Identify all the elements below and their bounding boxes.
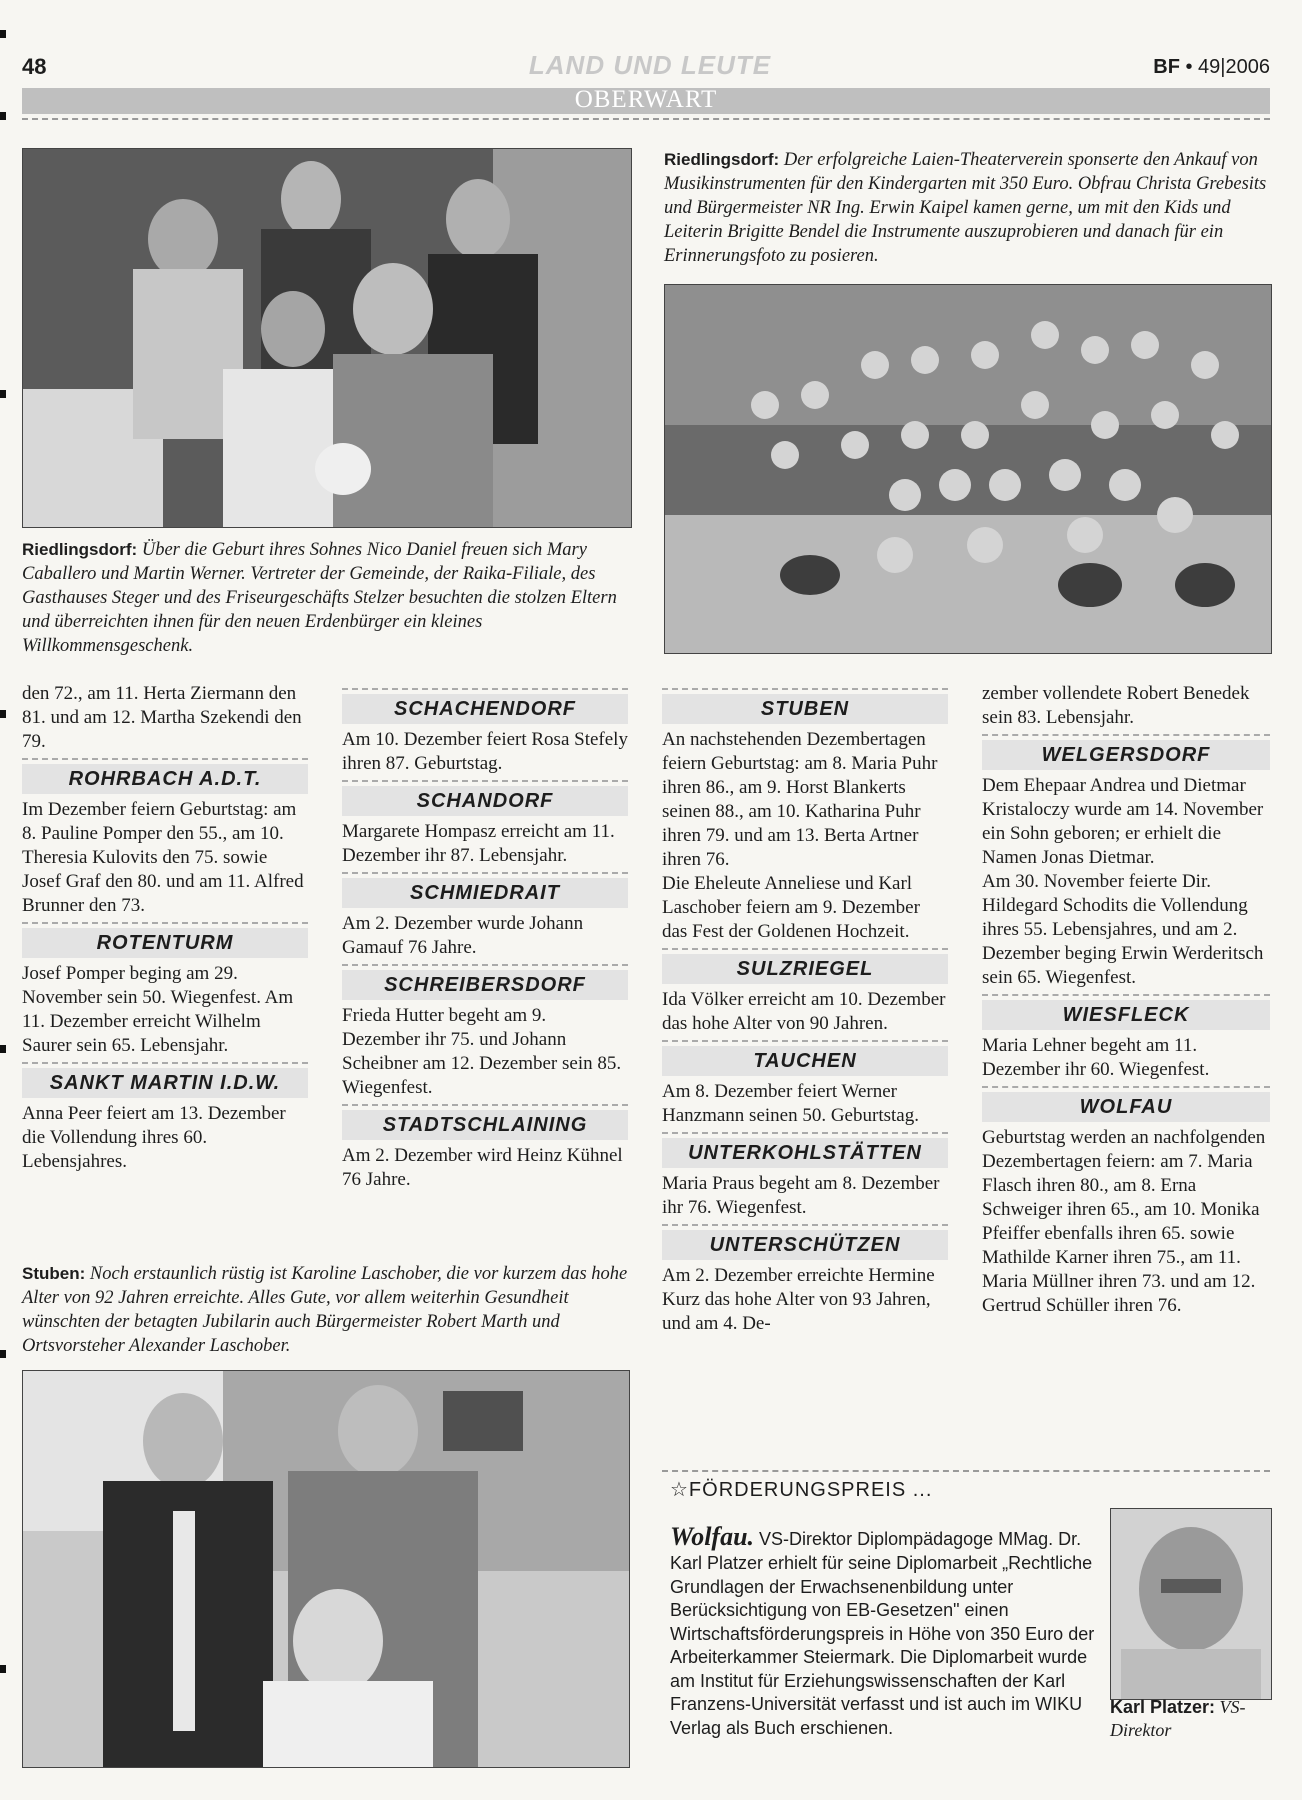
award-body: VS-Direktor Diplompädagoge MMag. Dr. Karl Platzer erhielt für seine Diplomarbeit „Rechtliche Grundlagen der Erwachsenenbildung unter Berücksichtigung von EB-Gesetzen" einen Wirtschaftsförderungspreis in Höhe von 350 Euro der Arbeiterkammer Steiermark. Die Diplomarbeit wurde am Institut für Erziehungswissenschaften der Karl Franzens-Universität verfasst und ist auch im WIKU Verlag als Buch erschienen. xyxy=(670,1529,1095,1738)
portrait-role: VS-Direktor xyxy=(1110,1697,1246,1740)
binding-mark xyxy=(0,112,6,120)
caption-text: Noch erstaunlich rüstig ist Karoline Laschober, die vor kurzem das hohe Alter von 92 Jahren erreichte. Alles Gute, vor allem weiterhin Gesundheit wünschten der betagten Jubilarin auch Bürgermeister Robert Marth und Ortsvorsteher Alexander Laschober. xyxy=(22,1264,628,1356)
article-text: Am 2. Dezember wurde Johann Gamauf 76 Jahre. xyxy=(342,913,584,958)
heading-schmiedrait: SCHMIEDRAIT xyxy=(342,878,628,908)
article-text: Im Dezember feiern Geburtstag: am 8. Pauline Pomper den 55., am 10. Theresia Kulovits den 75. sowie Josef Graf den 80. und am 11. Alfred Brunner den 73. xyxy=(22,799,304,916)
heading-schachendorf: SCHACHENDORF xyxy=(342,694,628,724)
photo-portrait xyxy=(1110,1508,1272,1700)
caption-kindergarten xyxy=(664,148,1270,268)
caption-birth xyxy=(22,538,630,658)
caption-place: Riedlingsdorf: xyxy=(22,540,138,559)
caption-text: Der erfolgreiche Laien-Theaterverein sponserte den Ankauf von Musikinstrumenten für den Kindergarten mit 350 Euro. Obfrau Christa Grebesits und Bürgermeister NR Ing. Erwin Kaipel kamen gerne, um mit den Kids und Leiterin Brigitte Bendel die Instrumente auszuprobieren und danach für ein Erinnerungsfoto zu posieren. xyxy=(664,150,1267,266)
article-text: Josef Pomper beging am 29. November sein 50. Wiegenfest. Am 11. Dezember erreicht Wilhelm Saurer sein 65. Lebensjahr. xyxy=(22,963,294,1056)
issue-number: • 49|2006 xyxy=(1185,56,1270,78)
binding-mark xyxy=(0,1665,6,1673)
award-box-text xyxy=(670,1522,1100,1740)
article-text: Ida Völker erreicht am 10. Dezember das hohe Alter von 90 Jahren. xyxy=(662,989,946,1034)
caption-stuben xyxy=(22,1262,630,1358)
article-text: Geburtstag werden an nachfolgenden Dezembertagen feiern: am 7. Maria Flasch ihren 80., am 8. Erna Schweiger ihren 65., am 10. Monika Pfeiffer ebenfalls ihren 65. sowie Mathilde Karner ihren 75., am 11. Maria Müllner ihren 73. und am 12. Gertrud Schüller ihren 76. xyxy=(982,1127,1266,1316)
column-2 xyxy=(342,682,628,1192)
heading-wiesfleck: WIESFLECK xyxy=(982,1000,1270,1030)
article-text: Am 10. Dezember feiert Rosa Stefely ihren 87. Geburtstag. xyxy=(342,729,628,774)
article-text: Anna Peer feiert am 13. Dezember die Vollendung ihres 60. Lebensjahres. xyxy=(22,1103,286,1172)
article-text: Am 2. Dezember wird Heinz Kühnel 76 Jahre. xyxy=(342,1145,623,1190)
caption-place: Stuben: xyxy=(22,1264,86,1283)
caption-place: Riedlingsdorf: xyxy=(664,150,780,169)
region-title: OBERWART xyxy=(574,86,718,113)
article-text: Frieda Hutter begeht am 9. Dezember ihr 75. und Johann Scheibner am 12. Dezember sein 85. Wiegenfest. xyxy=(342,1005,622,1098)
portrait-caption xyxy=(1110,1696,1270,1742)
heading-stuben: STUBEN xyxy=(662,694,948,724)
heading-unterschuetzen: UNTERSCHÜTZEN xyxy=(662,1230,948,1260)
binding-mark xyxy=(0,1350,6,1358)
binding-mark xyxy=(0,710,6,718)
binding-mark xyxy=(0,30,6,38)
article-text: Am 8. Dezember feiert Werner Hanzmann seinen 50. Geburtstag. xyxy=(662,1081,919,1126)
box-divider xyxy=(662,1470,1270,1472)
binding-mark xyxy=(0,390,6,398)
heading-sankt-martin: SANKT MARTIN I.D.W. xyxy=(22,1068,308,1098)
caption-text: Über die Geburt ihres Sohnes Nico Daniel freuen sich Mary Caballero und Martin Werner. Vertreter der Gemeinde, der Raika-Filiale, des Gasthauses Steger und des Friseurgeschäfts Stelzer besuchten die stolzen Eltern und überreichten ihnen für den neuen Erdenbürger ein kleines Willkommensgeschenk. xyxy=(22,540,617,656)
heading-welgersdorf: WELGERSDORF xyxy=(982,740,1270,770)
article-text: zember vollendete Robert Benedek sein 83. Lebensjahr. xyxy=(982,683,1250,728)
article-text: Maria Lehner begeht am 11. Dezember ihr 60. Wiegenfest. xyxy=(982,1035,1210,1080)
heading-unterkohlstaetten: UNTERKOHLSTÄTTEN xyxy=(662,1138,948,1168)
column-4 xyxy=(982,682,1270,1318)
article-text: An nachstehenden Dezembertagen feiern Geburtstag: am 8. Maria Puhr ihren 86., am 9. Horst Blankerts seinen 88., am 10. Katharina Puhr ihren 79. und am 13. Berta Artner ihren 76. xyxy=(662,729,938,870)
article-text: Margarete Hompasz erreicht am 11. Dezember ihr 87. Lebensjahr. xyxy=(342,821,615,866)
award-kicker: Wolfau. xyxy=(670,1522,755,1551)
column-1 xyxy=(22,682,308,1174)
heading-wolfau: WOLFAU xyxy=(982,1092,1270,1122)
article-text: Am 2. Dezember erreichte Hermine Kurz das hohe Alter von 93 Jahren, und am 4. De- xyxy=(662,1265,935,1334)
portrait-name: Karl Platzer: xyxy=(1110,1697,1216,1717)
award-box-title: ☆FÖRDERUNGSPREIS ... xyxy=(670,1479,933,1501)
heading-rohrbach: ROHRBACH A.D.T. xyxy=(22,764,308,794)
header-divider xyxy=(22,118,1270,120)
photo-stuben xyxy=(22,1370,630,1768)
article-text: Maria Praus begeht am 8. Dezember ihr 76. Wiegenfest. xyxy=(662,1173,940,1218)
article-text: Die Eheleute Anneliese und Karl Laschober feiern am 9. Dezember das Fest der Goldenen Hochzeit. xyxy=(662,873,920,942)
issue-label xyxy=(1153,56,1270,79)
column-3 xyxy=(662,682,948,1336)
heading-sulzriegel: SULZRIEGEL xyxy=(662,954,948,984)
page-number: 48 xyxy=(22,54,47,79)
article-text: Dem Ehepaar Andrea und Dietmar Kristaloczy wurde am 14. November ein Sohn geboren; er erhielt die Namen Jonas Dietmar. xyxy=(982,775,1264,868)
photo-kindergarten xyxy=(664,284,1272,654)
article-text: Am 30. November feierte Dir. Hildegard Schodits die Vollendung ihres 55. Lebensjahres, und am 2. Dezember beging Erwin Werderitsch sein 65. Wiegenfest. xyxy=(982,871,1264,988)
binding-mark xyxy=(0,1045,6,1053)
section-title: LAND UND LEUTE xyxy=(528,50,772,80)
article-text: den 72., am 11. Herta Ziermann den 81. und am 12. Martha Szekendi den 79. xyxy=(22,683,302,752)
heading-rotenturm: ROTENTURM xyxy=(22,928,308,958)
heading-stadtschlaining: STADTSCHLAINING xyxy=(342,1110,628,1140)
publication-name: BF xyxy=(1153,56,1180,78)
heading-schandorf: SCHANDORF xyxy=(342,786,628,816)
photo-family xyxy=(22,148,632,528)
heading-tauchen: TAUCHEN xyxy=(662,1046,948,1076)
heading-schreibersdorf: SCHREIBERSDORF xyxy=(342,970,628,1000)
